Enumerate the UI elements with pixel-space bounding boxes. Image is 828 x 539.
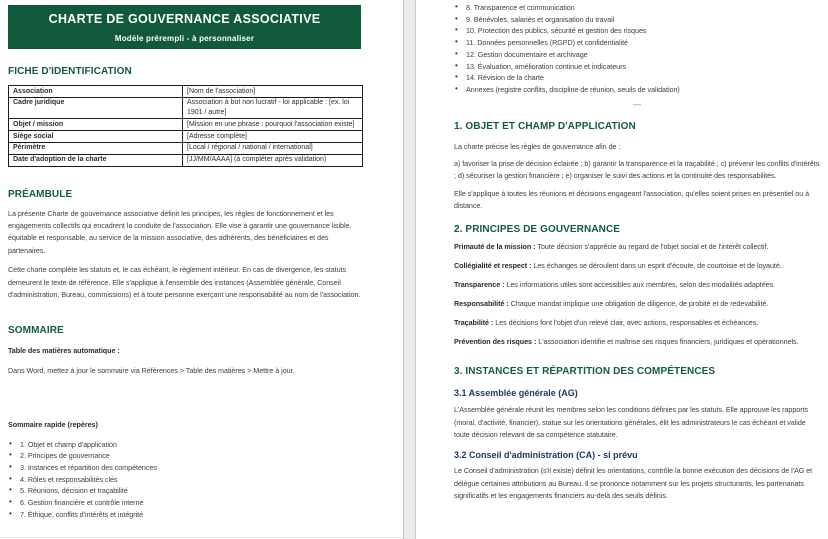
paragraph: Elle s'applique à toutes les réunions et décisions engageant l'association, qu'elles soient prises en présentiel ou à distance. <box>454 188 810 211</box>
table-cell-value: [Nom de l'association] <box>183 86 363 98</box>
section-heading-sommaire: SOMMAIRE <box>8 325 64 337</box>
principle-item <box>454 241 820 253</box>
table-cell-value: [Local / régional / national / international] <box>183 142 363 154</box>
paragraph: L'Assemblée générale réunit les membres selon les conditions définies par les statuts. Elle approuve les rapports (moral, d'activité, financier), statue sur les orientations générales, élit les administrateurs le cas échéant et valide toute décision relevant de sa compétence statutaire. <box>454 405 809 439</box>
section-heading-fiche: FICHE D'IDENTIFICATION <box>8 66 132 77</box>
document-page-1[interactable] <box>0 0 403 539</box>
toc-item: • 3. Instances et répartition des compétences <box>8 462 403 474</box>
principle-item <box>454 260 820 272</box>
quick-toc-list-continued <box>454 2 820 96</box>
table-row <box>9 97 363 119</box>
toc-item: • 5. Réunions, décision et traçabilité <box>8 485 403 497</box>
toc-item: • 14. Révision de la charte <box>454 72 820 84</box>
table-cell-value: [JJ/MM/AAAA] (à compléter après validation) <box>183 154 363 166</box>
principle-term: Traçabilité : <box>454 317 494 327</box>
table-cell-label: Association <box>9 86 183 98</box>
table-cell-label: Siège social <box>9 131 183 143</box>
paragraph: a) favoriser la prise de décision éclairée ; b) garantir la transparence et la traçabilité ; c) prévenir les conflits d'intérêts ; d) sécuriser la gestion financière ; e) organiser le suivi des actions et la continuité des responsabilités. <box>454 159 820 181</box>
toc-item: • 8. Transparence et communication <box>454 2 820 14</box>
toc-instruction: Dans Word, mettez à jour le sommaire via Références > Table des matières > Mettre à jour. <box>8 365 295 375</box>
principle-item <box>454 336 820 348</box>
subsection-heading-3-2: 3.2 Conseil d'administration (CA) - si prévu <box>454 450 638 461</box>
section-heading-2: 2. PRINCIPES DE GOUVERNANCE <box>454 223 621 235</box>
table-cell-value: Association à but non lucratif - loi applicable : [ex. loi 1901 / autre] <box>183 97 363 119</box>
toc-item: • 10. Protection des publics, sécurité et gestion des risques <box>454 25 820 37</box>
document-subtitle: Modèle prérempli - à personnaliser <box>114 34 255 43</box>
principle-text: Les informations utiles sont accessibles aux membres, selon des modalités adaptées. <box>506 279 776 289</box>
toc-item: • 2. Principes de gouvernance <box>8 450 403 462</box>
principle-text: L'association identifie et maîtrise ses risques financiers, juridiques et opérationnels. <box>538 336 799 346</box>
page-gap-divider <box>403 0 416 539</box>
quick-toc-label: Sommaire rapide (repères) <box>8 420 98 430</box>
paragraph: Cette charte complète les statuts et, le cas échéant, le règlement intérieur. En cas de divergence, les statuts demeurent le texte de référence. Elle s'applique à l'ensemble des instances (Assemblée générale, Conseil d'administration, Bureau, commissions) et à toute personne exerçant une responsabilité au nom de l'association. <box>8 265 361 300</box>
section-separator-dash: — <box>633 99 641 109</box>
principle-text: Toute décision s'apprécie au regard de l'objet social et de l'intérêt collectif. <box>537 242 769 252</box>
principle-text: Chaque mandat implique une obligation de diligence, de probité et de redevabilité. <box>510 298 769 308</box>
principle-term: Transparence : <box>454 279 505 289</box>
table-cell-label: Objet / mission <box>9 119 183 131</box>
table-row <box>9 119 363 131</box>
toc-item: • 12. Gestion documentaire et archivage <box>454 49 820 61</box>
principle-term: Prévention des risques : <box>454 336 537 346</box>
toc-item: • 11. Données personnelles (RGPD) et confidentialité <box>454 37 820 49</box>
section-heading-3: 3. INSTANCES ET RÉPARTITION DES COMPÉTENCES <box>454 366 716 378</box>
page-bottom-edge <box>0 537 403 538</box>
table-row <box>9 131 363 143</box>
paragraph: La charte précise les règles de gouvernance afin de : <box>454 141 621 151</box>
paragraph: La présente Charte de gouvernance associative définit les principes, les règles de fonctionnement et les engagements collectifs qui encadrent la conduite de l'association. Elle vise à garantir une gouvernance lisible, équitable et responsable, au service de la mission associative, des adhérents, des bénéficiaires et des partenaires. <box>8 208 352 255</box>
toc-item: • 1. Objet et champ d'application <box>8 439 403 451</box>
quick-toc-list <box>8 439 403 521</box>
principle-item <box>454 317 820 329</box>
identification-table <box>8 85 363 167</box>
table-row <box>9 154 363 166</box>
paragraph: Le Conseil d'administration (s'il existe) définit les orientations, contrôle la bonne exécution des décisions de l'AG et délègue certaines attributions au Bureau. Il se prononce notamment sur les projets structurants, les partenariats significatifs et les engagements financiers au-delà des seuils définis. <box>454 466 813 501</box>
toc-auto-label: Table des matières automatique : <box>8 346 120 356</box>
toc-item: • 7. Éthique, conflits d'intérêts et intégrité <box>8 509 403 521</box>
document-page-2[interactable] <box>416 0 828 539</box>
title-banner <box>8 5 361 49</box>
toc-item: • Annexes (registre conflits, discipline de réunion, seuils de validation) <box>454 84 820 96</box>
toc-item: • 9. Bénévoles, salariés et organisation du travail <box>454 14 820 26</box>
section-heading-1: 1. OBJET ET CHAMP D'APPLICATION <box>454 120 636 132</box>
principle-text: Les décisions font l'objet d'un relevé clair, avec actions, responsables et échéances. <box>495 317 759 327</box>
toc-item: • 4. Rôles et responsabilités clés <box>8 474 403 486</box>
table-row <box>9 86 363 98</box>
principle-text: Les échanges se déroulent dans un esprit d'écoute, de courtoisie et de loyauté. <box>533 261 782 271</box>
section-heading-preambule: PRÉAMBULE <box>8 188 73 200</box>
principle-term: Responsabilité : <box>454 298 509 308</box>
principle-term: Primauté de la mission : <box>454 242 536 252</box>
table-cell-label: Date d'adoption de la charte <box>9 154 183 166</box>
toc-item: • 13. Évaluation, amélioration continue et indicateurs <box>454 61 820 73</box>
table-row <box>9 142 363 154</box>
table-cell-value: [Adresse complète] <box>183 131 363 143</box>
toc-item: • 6. Gestion financière et contrôle interne <box>8 497 403 509</box>
table-cell-label: Périmètre <box>9 142 183 154</box>
principle-item <box>454 298 820 310</box>
table-cell-label: Cadre juridique <box>9 97 183 119</box>
table-cell-value: [Mission en une phrase : pourquoi l'association existe] <box>183 119 363 131</box>
document-title: CHARTE DE GOUVERNANCE ASSOCIATIVE <box>48 12 321 26</box>
principle-term: Collégialité et respect : <box>454 261 532 271</box>
subsection-heading-3-1: 3.1 Assemblée générale (AG) <box>454 388 578 399</box>
principle-item <box>454 279 820 291</box>
